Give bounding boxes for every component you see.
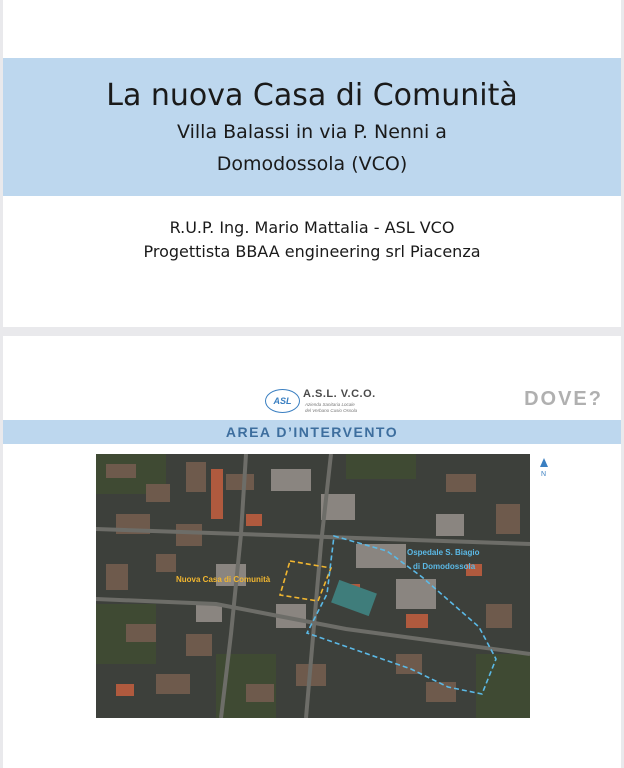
slide-title xyxy=(3,0,621,327)
aerial-map-graphic xyxy=(96,454,530,718)
section-label-dove: DOVE? xyxy=(524,388,603,410)
slide-location xyxy=(3,336,621,768)
presentation-title: La nuova Casa di Comunità xyxy=(106,78,518,113)
map-label-nuova-casa: Nuova Casa di Comunità xyxy=(176,575,271,584)
asl-vco-logo xyxy=(265,386,375,416)
asl-logo-tagline-1: Azienda Sanitaria Locale xyxy=(305,402,355,407)
subtitle-line-1: Villa Balassi in via P. Nenni a xyxy=(177,121,447,143)
area-band-title: AREA D’INTERVENTO xyxy=(225,424,399,440)
progettista-line: Progettista BBAA engineering srl Piacenza xyxy=(143,242,481,261)
aerial-map xyxy=(96,454,530,718)
north-label: N xyxy=(541,471,547,478)
asl-logo-tagline-2: del Verbano Cusio Ossola xyxy=(305,408,358,413)
map-label-ospedale-1: Ospedale S. Biagio xyxy=(407,548,480,557)
asl-logo-mark: ASL xyxy=(265,389,300,413)
north-arrow-icon xyxy=(540,458,548,467)
subtitle-line-2: Domodossola (VCO) xyxy=(216,153,408,175)
asl-logo-name: A.S.L. V.C.O. xyxy=(303,388,376,400)
north-indicator xyxy=(539,458,551,486)
rup-line: R.U.P. Ing. Mario Mattalia - ASL VCO xyxy=(169,218,455,237)
map-label-ospedale-2: di Domodossola xyxy=(413,562,476,571)
